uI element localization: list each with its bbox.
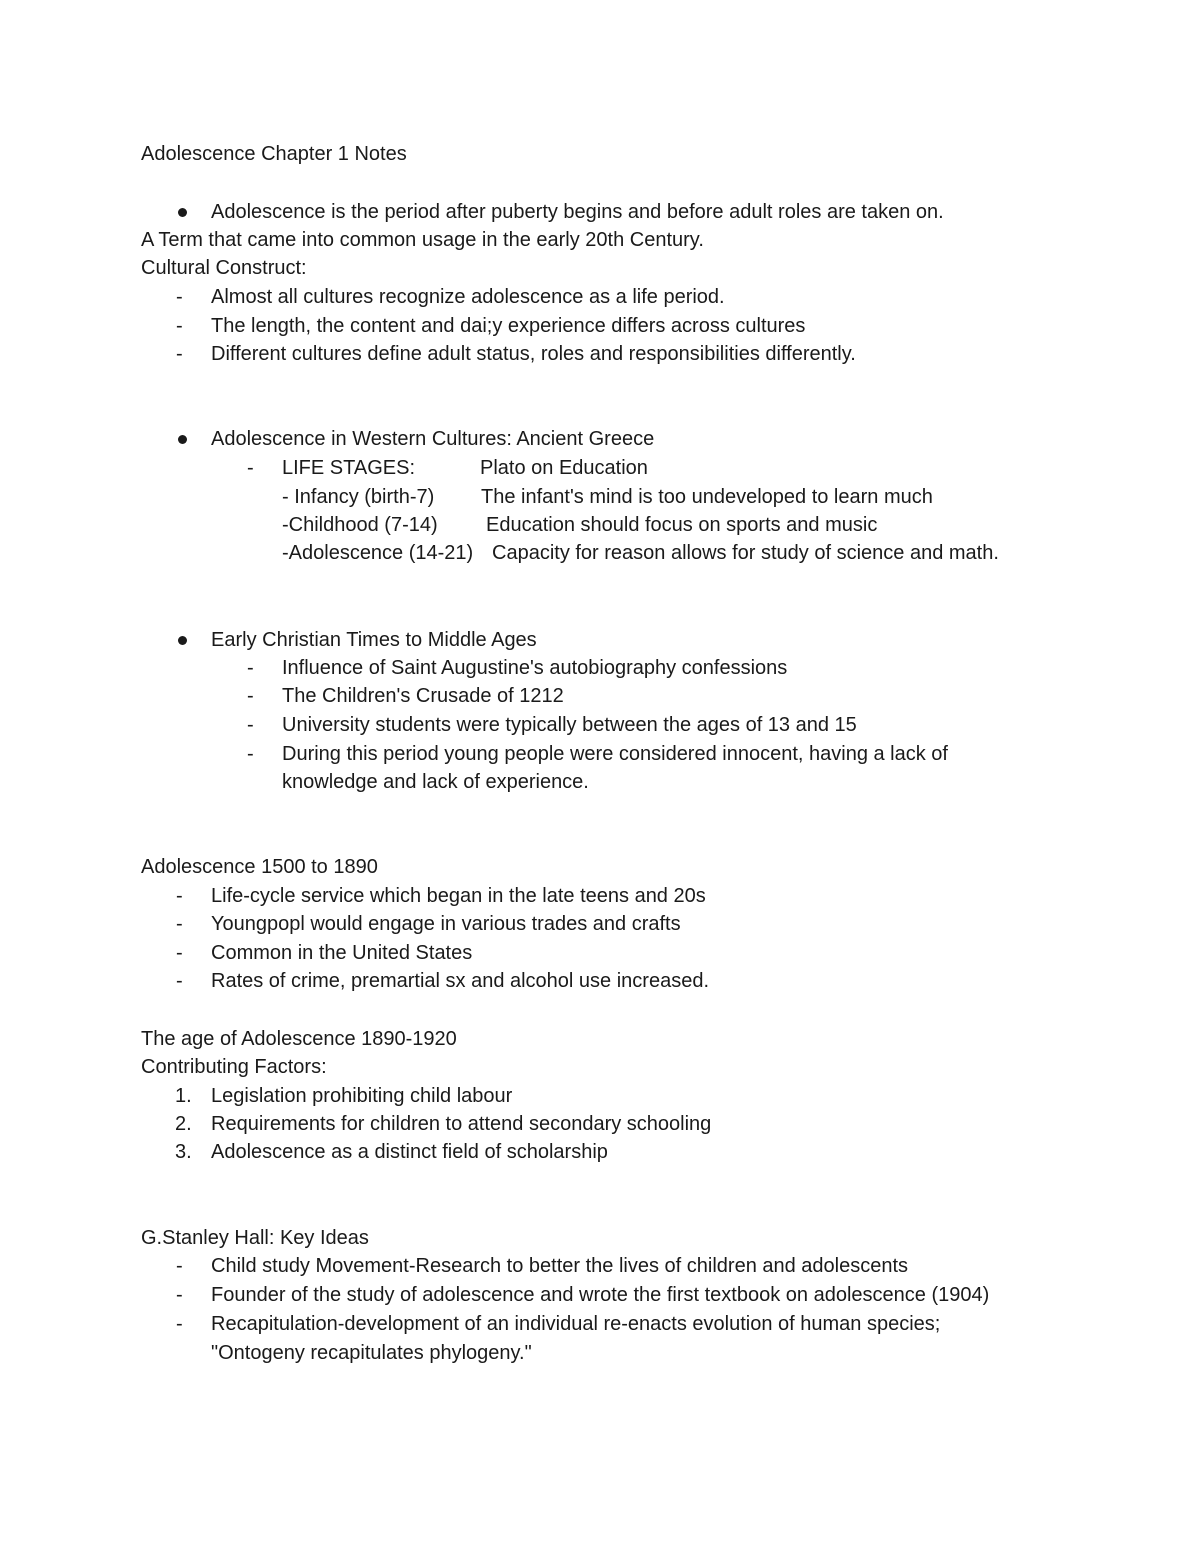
bullet-icon [178,208,187,217]
list-item: Life-cycle service which began in the late teens and 20s [211,885,706,907]
list-item: University students were typically between the ages of 13 and 15 [282,714,857,736]
list-item: Recapitulation-development of an individual re-enacts evolution of human species; [211,1313,941,1335]
list-item: The length, the content and dai;y experience differs across cultures [211,315,806,337]
stage-name: -Childhood (7-14) [282,514,438,536]
bullet-text: Early Christian Times to Middle Ages [211,629,537,651]
dash-marker: - [176,885,183,907]
bullet-icon [178,636,187,645]
dash-marker: - [247,457,254,479]
dash-marker: - [247,714,254,736]
bullet-text: Adolescence in Western Cultures: Ancient Greece [211,428,655,450]
dash-marker: - [176,1284,183,1306]
section-heading: The age of Adolescence 1890-1920 [141,1028,457,1050]
list-item: Founder of the study of adolescence and wrote the first textbook on adolescence (1904) [211,1284,990,1306]
stage-note: The infant's mind is too undeveloped to learn much [481,486,933,508]
bullet-text: Adolescence is the period after puberty begins and before adult roles are taken on. [211,201,944,223]
dash-marker: - [176,1313,183,1335]
document-title: Adolescence Chapter 1 Notes [141,143,407,165]
dash-marker: - [176,315,183,337]
section-heading: G.Stanley Hall: Key Ideas [141,1227,369,1249]
stage-name: -Adolescence (14-21) [282,542,474,564]
dash-marker: - [176,1255,183,1277]
section-subheading: Contributing Factors: [141,1056,327,1078]
paragraph-line: A Term that came into common usage in the early 20th Century. [141,229,704,251]
stage-name: - Infancy (birth-7) [282,486,435,508]
list-item: Influence of Saint Augustine's autobiography confessions [282,657,788,679]
numbered-item: Legislation prohibiting child labour [211,1085,513,1107]
section-heading: Adolescence 1500 to 1890 [141,856,378,878]
dash-marker: - [247,685,254,707]
list-item: Different cultures define adult status, roles and responsibilities differently. [211,343,856,365]
dash-marker: - [176,343,183,365]
list-item: Common in the United States [211,942,473,964]
stage-note: Capacity for reason allows for study of science and math. [492,542,999,564]
list-number: 3. [175,1141,192,1163]
dash-marker: - [176,913,183,935]
list-number: 2. [175,1113,192,1135]
dash-marker: - [176,942,183,964]
numbered-item: Adolescence as a distinct field of scholarship [211,1141,608,1163]
list-item: Almost all cultures recognize adolescence as a life period. [211,286,725,308]
bullet-icon [178,435,187,444]
dash-marker: - [176,970,183,992]
list-item: Rates of crime, premartial sx and alcohol use increased. [211,970,710,992]
dash-marker: - [176,286,183,308]
dash-marker: - [247,743,254,765]
paragraph-line: Cultural Construct: [141,257,307,279]
list-item: Youngpopl would engage in various trades and crafts [211,913,681,935]
life-stages-label: LIFE STAGES: [282,457,415,479]
list-item-continuation: knowledge and lack of experience. [282,771,589,793]
list-item: During this period young people were considered innocent, having a lack of [282,743,948,765]
list-item: Child study Movement-Research to better the lives of children and adolescents [211,1255,909,1277]
list-number: 1. [175,1085,192,1107]
stage-note: Education should focus on sports and music [486,514,878,536]
dash-marker: - [247,657,254,679]
list-item: The Children's Crusade of 1212 [282,685,564,707]
list-item-continuation: "Ontogeny recapitulates phylogeny." [211,1342,532,1364]
life-stages-note: Plato on Education [480,457,648,479]
numbered-item: Requirements for children to attend secondary schooling [211,1113,712,1135]
